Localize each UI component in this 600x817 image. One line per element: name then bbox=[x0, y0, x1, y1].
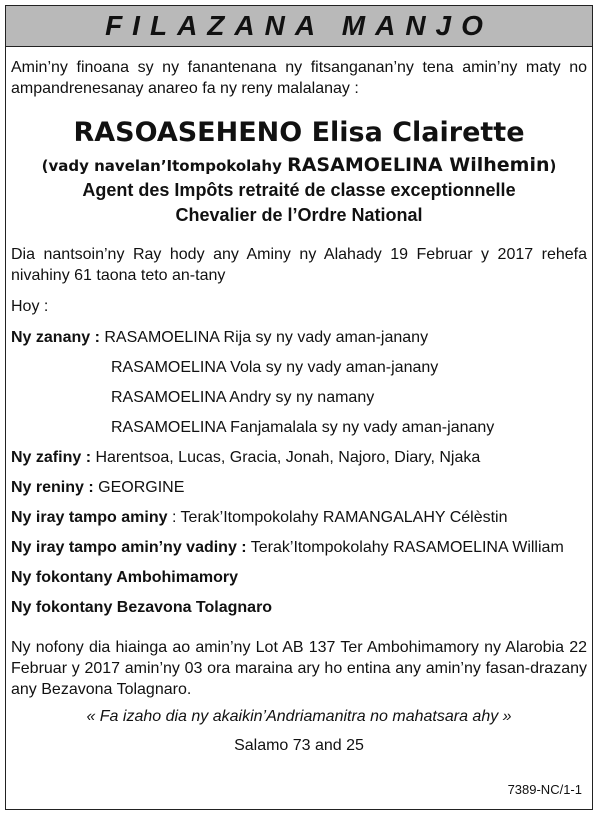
intro-text: Amin’ny finoana sy ny fanantenana ny fitsanganan’ny tena amin’ny maty no ampandrenesanay anareo fa ny reny malalanay : bbox=[11, 59, 587, 97]
spouse-sibling-value: Terak’Itompokolahy RASAMOELINA William bbox=[250, 539, 564, 556]
spouse-sibling-label: Ny iray tampo amin’ny vadiny : bbox=[11, 539, 247, 556]
children-label: Ny zanany : bbox=[11, 329, 100, 346]
grandchildren-row bbox=[11, 443, 587, 473]
deceased-title-2: Chevalier de l’Ordre National bbox=[175, 205, 423, 225]
fokontany-1: Ny fokontany Ambohimamory bbox=[11, 569, 238, 586]
mother-label: Ny reniny : bbox=[11, 479, 94, 496]
mother-value: GEORGINE bbox=[98, 479, 185, 496]
mother-row bbox=[11, 473, 587, 503]
spouse-name: RASAMOELINA Wilhemin bbox=[287, 154, 550, 176]
obituary-notice bbox=[5, 5, 593, 810]
child-item: RASAMOELINA Vola sy ny vady aman-janany bbox=[111, 359, 439, 376]
notice-body bbox=[6, 47, 592, 756]
fokontany-2: Ny fokontany Bezavona Tolagnaro bbox=[11, 599, 273, 616]
uncle-label: Ny iray tampo aminy bbox=[11, 509, 168, 526]
header-banner bbox=[6, 6, 592, 47]
deceased-name: RASOASEHENO Elisa Clairette bbox=[73, 117, 525, 148]
children-row bbox=[11, 383, 587, 413]
deceased-title-1: Agent des Impôts retraité de classe exceptionnelle bbox=[82, 180, 516, 200]
children-row bbox=[11, 353, 587, 383]
grandchildren-value: Harentsoa, Lucas, Gracia, Jonah, Najoro, Diary, Njaka bbox=[95, 449, 481, 466]
spouse-suffix: ) bbox=[549, 157, 557, 175]
spouse-sibling-row bbox=[11, 533, 587, 563]
fokontany-row bbox=[11, 563, 587, 593]
children-row bbox=[11, 323, 587, 353]
funeral-details: Ny nofony dia hiainga ao amin’ny Lot AB 137 Ter Ambohimamory ny Alarobia 22 Februar y 2017 amin’ny 03 ora maraina ary ho entina any amin’ny fasan-drazany any Bezavona Tolagnaro. bbox=[11, 639, 587, 698]
notice-title: FILAZANA MANJO bbox=[105, 10, 493, 41]
bible-quote: « Fa izaho dia ny akaikin’Andriamanitra no mahatsara ahy » bbox=[86, 708, 512, 725]
uncle-value: : Terak’Itompokolahy RAMANGALAHY Célèstin bbox=[171, 509, 508, 526]
spouse-line bbox=[11, 153, 587, 178]
reference-code: 7389-NC/1-1 bbox=[507, 782, 582, 797]
uncle-row bbox=[11, 503, 587, 533]
child-item: RASAMOELINA Rija sy ny vady aman-janany bbox=[104, 329, 429, 346]
psalm-reference: Salamo 73 and 25 bbox=[234, 737, 364, 754]
death-notice: Dia nantsoin’ny Ray hody any Aminy ny Alahady 19 Februar y 2017 rehefa nivahiny 61 taona teto an-tany bbox=[11, 246, 587, 284]
child-item: RASAMOELINA Fanjamalala sy ny vady aman-janany bbox=[111, 419, 495, 436]
fokontany-row bbox=[11, 593, 587, 623]
hoy-label: Hoy : bbox=[11, 298, 49, 315]
spouse-prefix: (vady navelan’Itompokolahy bbox=[41, 157, 282, 175]
child-item: RASAMOELINA Andry sy ny namany bbox=[111, 389, 375, 406]
grandchildren-label: Ny zafiny : bbox=[11, 449, 92, 466]
children-row bbox=[11, 413, 587, 443]
